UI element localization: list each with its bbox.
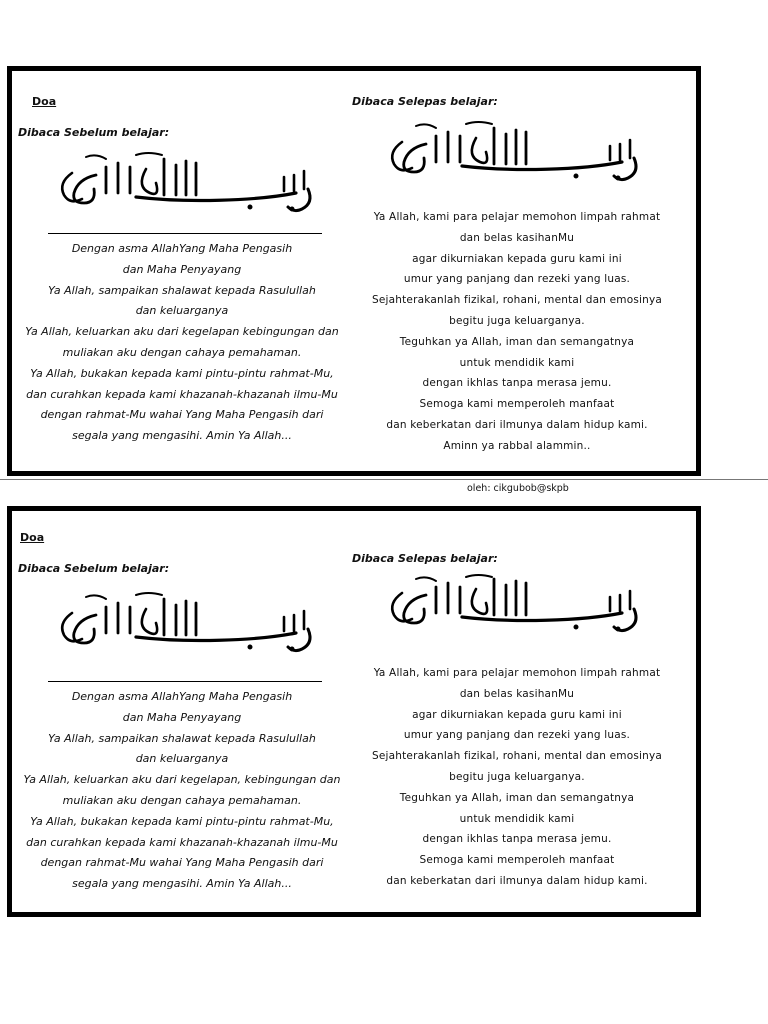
prayer-line: Ya Allah, kami para pelajar memohon limpah rahmat: [373, 667, 661, 679]
prayer-line: dengan rahmat-Mu wahai Yang Maha Pengasih dari: [40, 856, 324, 870]
prayer-line: Ya Allah, keluarkan aku dari kegelapan kebingungan dan: [25, 325, 339, 339]
prayer-line: muliakan aku dengan cahaya pemahaman.: [62, 793, 302, 807]
basmalah-calligraphy-right: [380, 118, 650, 188]
prayer-line: dan belas kasihanMu: [459, 231, 575, 244]
prayer-line: dan Maha Penyayang: [122, 262, 242, 276]
author-credit: oleh: cikgubob@skpb: [467, 483, 569, 494]
before-study-prayer: [12, 687, 352, 895]
prayer-line: Ya Allah, bukakan kepada kami pintu-pintu rahmat-Mu,: [30, 814, 334, 828]
prayer-line: muliakan aku dengan cahaya pemahaman.: [62, 345, 302, 359]
prayer-line: Teguhkan ya Allah, iman dan semangatnya: [399, 335, 635, 348]
prayer-line: dengan ikhlas tanpa merasa jemu.: [422, 833, 612, 846]
basmalah-calligraphy-left: [46, 589, 326, 657]
prayer-line: begitu juga keluarganya.: [449, 314, 585, 327]
prayer-line: Sejahterakanlah fizikal, rohani, mental dan emosinya: [371, 750, 663, 763]
doa-label: Doa: [20, 531, 45, 544]
prayer-line: begitu juga keluarganya.: [449, 770, 585, 783]
prayer-line: agar dikurniakan kepada guru kami ini: [412, 708, 622, 721]
prayer-line: dan keberkatan dari ilmunya dalam hidup kami.: [386, 418, 648, 431]
prayer-line: dan keluarganya: [135, 304, 229, 318]
after-study-title: Dibaca Selepas belajar:: [352, 552, 498, 565]
prayer-line: dengan ikhlas tanpa merasa jemu.: [422, 377, 612, 390]
prayer-line: Teguhkan ya Allah, iman dan semangatnya: [399, 791, 635, 804]
prayer-line: dan keluarganya: [135, 752, 229, 766]
prayer-line: Ya Allah, kami para pelajar memohon limpah rahmat: [373, 211, 661, 223]
cut-line: [0, 479, 768, 480]
prayer-line: Sejahterakanlah fizikal, rohani, mental dan emosinya: [371, 294, 663, 307]
divider-rule: [48, 681, 322, 682]
prayer-line: dan Maha Penyayang: [122, 710, 242, 724]
prayer-line: untuk mendidik kami: [459, 812, 575, 825]
after-study-prayer: [352, 663, 682, 892]
prayer-line: Ya Allah, keluarkan aku dari kegelapan, kebingungan dan: [23, 773, 341, 787]
before-study-prayer: [12, 239, 352, 447]
prayer-line: dan curahkan kepada kami khazanah-khazanah ilmu-Mu: [26, 835, 338, 849]
prayer-line: untuk mendidik kami: [459, 356, 575, 369]
divider-rule: [48, 233, 322, 234]
basmalah-calligraphy-left: [46, 149, 326, 217]
prayer-line: Dengan asma AllahYang Maha Pengasih: [71, 690, 293, 703]
prayer-line: dan belas kasihanMu: [459, 687, 575, 700]
before-study-title: Dibaca Sebelum belajar:: [18, 126, 170, 139]
prayer-line: umur yang panjang dan rezeki yang luas.: [403, 273, 631, 286]
prayer-line: dan curahkan kepada kami khazanah-khazanah ilmu-Mu: [26, 387, 338, 401]
before-study-title: Dibaca Sebelum belajar:: [18, 562, 170, 575]
prayer-line: segala yang mengasihi. Amin Ya Allah...: [72, 877, 292, 891]
prayer-line: Semoga kami memperoleh manfaat: [419, 398, 615, 411]
prayer-line: segala yang mengasihi. Amin Ya Allah...: [72, 429, 292, 443]
prayer-line: Semoga kami memperoleh manfaat: [419, 854, 615, 867]
doa-label: Doa: [32, 95, 57, 108]
prayer-line: Dengan asma AllahYang Maha Pengasih: [71, 242, 293, 255]
prayer-line: Ya Allah, bukakan kepada kami pintu-pintu rahmat-Mu,: [30, 366, 334, 380]
prayer-line: agar dikurniakan kepada guru kami ini: [412, 252, 622, 265]
after-study-title: Dibaca Selepas belajar:: [352, 95, 498, 108]
prayer-line: umur yang panjang dan rezeki yang luas.: [403, 729, 631, 742]
after-study-prayer: [352, 207, 682, 457]
prayer-line: Aminn ya rabbal alammin..: [443, 439, 591, 452]
basmalah-calligraphy-right: [380, 573, 650, 635]
doa-card-1: [7, 66, 701, 476]
prayer-line: Ya Allah, sampaikan shalawat kepada Rasulullah: [48, 731, 316, 745]
prayer-line: dengan rahmat-Mu wahai Yang Maha Pengasih dari: [40, 408, 324, 422]
prayer-line: dan keberkatan dari ilmunya dalam hidup kami.: [386, 874, 648, 887]
prayer-line: Ya Allah, sampaikan shalawat kepada Rasulullah: [48, 283, 316, 297]
doa-card-2: [7, 506, 701, 917]
